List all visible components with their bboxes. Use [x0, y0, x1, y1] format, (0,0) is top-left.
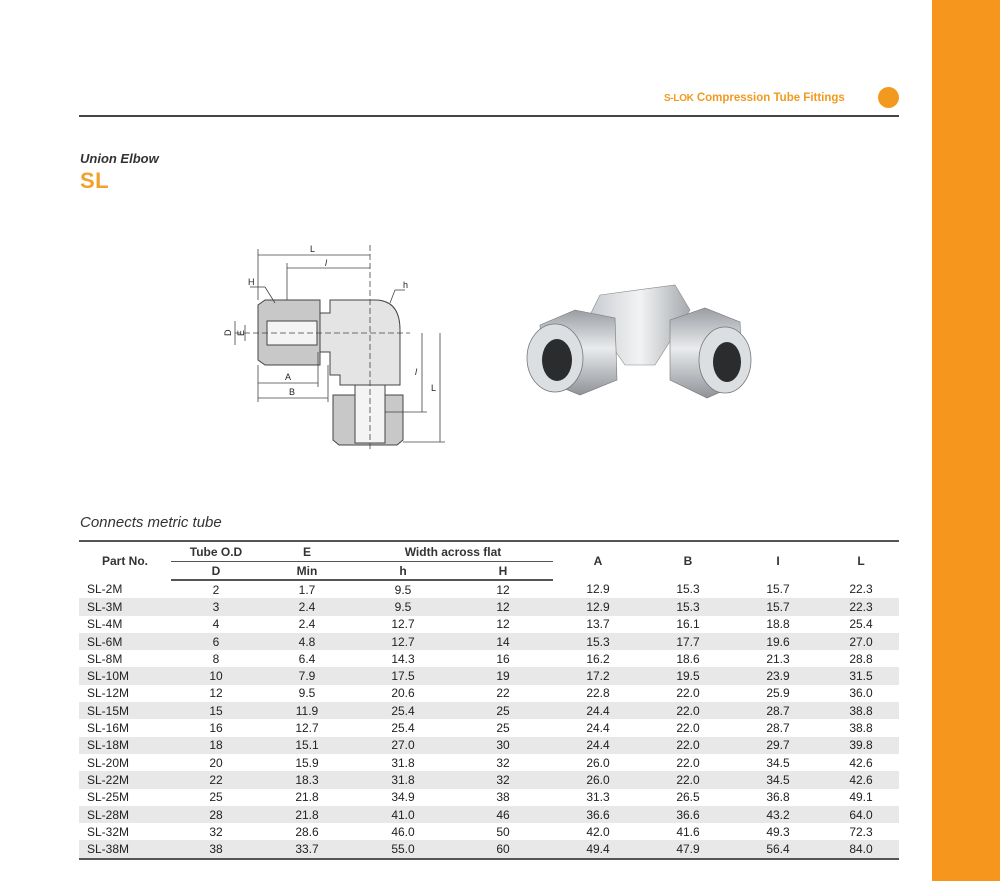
value-cell: 26.0 — [586, 755, 610, 770]
value-cell: 6 — [171, 633, 261, 650]
brand-name: S-LOK — [664, 93, 694, 104]
value-cell: 7.9 — [261, 667, 353, 684]
table-row — [79, 789, 899, 806]
product-code: SL — [80, 168, 110, 193]
value-cell: 22.3 — [823, 598, 899, 615]
value-cell: 38.8 — [823, 702, 899, 719]
value-cell: 17.7 — [643, 633, 733, 650]
table-row — [79, 823, 899, 840]
value-cell: 15.3 — [553, 633, 643, 650]
value-cell: 18.6 — [676, 651, 700, 666]
catalog-section-title — [664, 92, 845, 104]
value-cell: 21.8 — [261, 806, 353, 823]
table-row — [79, 685, 899, 702]
value-cell: 2.4 — [261, 598, 353, 615]
section-name: Compression Tube Fittings — [696, 92, 845, 104]
part-number-cell: SL-2M — [87, 582, 123, 597]
value-cell: 38 — [496, 790, 510, 805]
part-number-cell: SL-20M — [87, 755, 130, 770]
header-width-across-flat: Width across flat — [353, 541, 553, 562]
table-row — [79, 650, 899, 667]
value-cell: 25 — [453, 702, 553, 719]
value-cell: 16.2 — [586, 651, 610, 666]
value-cell: 28 — [171, 806, 261, 823]
value-cell: 13.7 — [586, 617, 610, 632]
value-cell: 9.5 — [353, 598, 453, 615]
value-cell: 17.2 — [553, 667, 643, 684]
value-cell: 2 — [212, 582, 220, 597]
value-cell: 72.3 — [849, 824, 873, 839]
value-cell: 15.3 — [643, 598, 733, 615]
value-cell: 31.8 — [353, 771, 453, 788]
value-cell: 15.1 — [261, 737, 353, 754]
header-min: Min — [261, 562, 353, 581]
label-D: D — [223, 329, 233, 336]
value-cell: 25.4 — [353, 702, 453, 719]
value-cell: 41.0 — [353, 806, 453, 823]
value-cell: 16.1 — [676, 617, 700, 632]
value-cell: 36.0 — [849, 686, 873, 701]
value-cell: 19.5 — [643, 667, 733, 684]
label-E: E — [236, 329, 246, 336]
value-cell: 12.7 — [391, 617, 415, 632]
orange-side-bar — [932, 0, 1000, 881]
value-cell: 3 — [171, 598, 261, 615]
value-cell: 14.3 — [391, 651, 415, 666]
value-cell: 32 — [209, 824, 223, 839]
part-number-cell: SL-18M — [79, 737, 171, 754]
value-cell: 25 — [496, 721, 510, 736]
value-cell: 34.5 — [766, 755, 790, 770]
value-cell: 21.3 — [766, 651, 790, 666]
value-cell: 49.1 — [849, 790, 873, 805]
table-row — [79, 598, 899, 615]
value-cell: 32 — [453, 771, 553, 788]
part-number-cell: SL-32M — [87, 824, 130, 839]
value-cell: 28.6 — [295, 824, 319, 839]
value-cell: 22.0 — [676, 721, 700, 736]
value-cell: 14 — [453, 633, 553, 650]
header-tube-od: Tube O.D — [171, 541, 261, 562]
value-cell: 22.0 — [676, 755, 700, 770]
table-row — [79, 806, 899, 823]
part-number-cell: SL-25M — [87, 790, 130, 805]
part-number-cell: SL-6M — [79, 633, 171, 650]
table-row — [79, 719, 899, 736]
table-row — [79, 771, 899, 788]
header-i: I — [733, 541, 823, 580]
part-number-cell: SL-38M — [79, 840, 171, 858]
value-cell: 42.6 — [823, 771, 899, 788]
value-cell: 12.7 — [295, 721, 319, 736]
part-number-cell: SL-16M — [87, 721, 130, 736]
value-cell: 19 — [453, 667, 553, 684]
value-cell: 4.8 — [261, 633, 353, 650]
header-d: D — [171, 562, 261, 581]
elbow-body-shape — [320, 300, 400, 395]
header-e: E — [261, 541, 353, 562]
value-cell: 15.9 — [295, 755, 319, 770]
value-cell: 47.9 — [643, 840, 733, 858]
value-cell: 16 — [209, 721, 223, 736]
value-cell: 17.5 — [353, 667, 453, 684]
value-cell: 24.4 — [553, 702, 643, 719]
value-cell: 22.0 — [643, 702, 733, 719]
table-row — [79, 633, 899, 650]
product-subtitle: Union Elbow — [80, 151, 159, 166]
value-cell: 10 — [171, 667, 261, 684]
value-cell: 23.9 — [733, 667, 823, 684]
table-row — [79, 840, 899, 858]
value-cell: 18.3 — [261, 771, 353, 788]
value-cell: 9.5 — [298, 686, 316, 701]
table-row — [79, 702, 899, 719]
value-cell: 36.6 — [643, 806, 733, 823]
value-cell: 25.4 — [391, 721, 415, 736]
value-cell: 12 — [209, 686, 223, 701]
value-cell: 46 — [453, 806, 553, 823]
value-cell: 39.8 — [823, 737, 899, 754]
value-cell: 41.6 — [676, 824, 700, 839]
value-cell: 38 — [171, 840, 261, 858]
part-number-cell: SL-8M — [87, 651, 123, 666]
header-divider — [79, 115, 899, 117]
value-cell: 30 — [453, 737, 553, 754]
value-cell: 12 — [496, 617, 510, 632]
table-row — [79, 754, 899, 771]
value-cell: 21.8 — [295, 790, 319, 805]
value-cell: 9.5 — [394, 582, 412, 597]
value-cell: 18.8 — [766, 617, 790, 632]
value-cell: 33.7 — [261, 840, 353, 858]
value-cell: 22.0 — [643, 737, 733, 754]
value-cell: 22.0 — [676, 686, 700, 701]
value-cell: 15.7 — [766, 582, 790, 597]
value-cell: 46.0 — [391, 824, 415, 839]
value-cell: 36.6 — [553, 806, 643, 823]
value-cell: 55.0 — [353, 840, 453, 858]
value-cell: 22.8 — [586, 686, 610, 701]
value-cell: 64.0 — [823, 806, 899, 823]
value-cell: 28.7 — [733, 702, 823, 719]
value-cell: 4 — [212, 617, 220, 632]
value-cell: 12 — [453, 598, 553, 615]
dimension-diagram — [215, 235, 455, 450]
value-cell: 2.4 — [298, 617, 316, 632]
value-cell: 38.8 — [849, 721, 873, 736]
value-cell: 12.7 — [353, 633, 453, 650]
label-L-side: L — [431, 383, 437, 393]
value-cell: 31.3 — [586, 790, 610, 805]
value-cell: 27.0 — [353, 737, 453, 754]
value-cell: 22 — [171, 771, 261, 788]
value-cell: 20 — [209, 755, 223, 770]
value-cell: 28.7 — [766, 721, 790, 736]
product-photo — [515, 270, 765, 420]
value-cell: 27.0 — [823, 633, 899, 650]
header-waf-H: H — [453, 562, 553, 581]
value-cell: 42.0 — [586, 824, 610, 839]
dimensions-table — [79, 540, 899, 860]
value-cell: 24.4 — [553, 737, 643, 754]
value-cell: 49.3 — [766, 824, 790, 839]
label-l-top: l — [325, 258, 327, 268]
value-cell: 15.3 — [676, 582, 700, 597]
value-cell: 20.6 — [391, 686, 415, 701]
header-waf-h: h — [353, 562, 453, 581]
orange-dot-icon — [878, 87, 899, 108]
value-cell: 84.0 — [823, 840, 899, 858]
part-number-cell: SL-12M — [87, 686, 130, 701]
value-cell: 24.4 — [586, 721, 610, 736]
table-row — [79, 667, 899, 684]
table-row — [79, 580, 899, 598]
value-cell: 12.9 — [553, 598, 643, 615]
part-number-cell: SL-10M — [79, 667, 171, 684]
label-l-side: l — [415, 367, 417, 377]
value-cell: 19.6 — [733, 633, 823, 650]
value-cell: 26.0 — [553, 771, 643, 788]
value-cell: 1.7 — [298, 582, 316, 597]
label-h: h — [403, 280, 409, 290]
label-L-top: L — [310, 244, 316, 254]
value-cell: 29.7 — [733, 737, 823, 754]
value-cell: 26.5 — [676, 790, 700, 805]
value-cell: 15.7 — [733, 598, 823, 615]
table-row — [79, 737, 899, 754]
value-cell: 60 — [453, 840, 553, 858]
header-b: B — [643, 541, 733, 580]
value-cell: 16 — [496, 651, 510, 666]
value-cell: 43.2 — [733, 806, 823, 823]
value-cell: 6.4 — [298, 651, 316, 666]
value-cell: 25.9 — [766, 686, 790, 701]
value-cell: 36.8 — [766, 790, 790, 805]
value-cell: 50 — [496, 824, 510, 839]
label-A: A — [285, 372, 292, 382]
label-B: B — [289, 387, 296, 397]
value-cell: 34.9 — [391, 790, 415, 805]
table-row — [79, 616, 899, 633]
value-cell: 49.4 — [553, 840, 643, 858]
value-cell: 11.9 — [261, 702, 353, 719]
part-number-cell: SL-28M — [79, 806, 171, 823]
value-cell: 25 — [209, 790, 223, 805]
header-a: A — [553, 541, 643, 580]
value-cell: 22.0 — [643, 771, 733, 788]
value-cell: 25.4 — [849, 617, 873, 632]
value-cell: 8 — [212, 651, 220, 666]
part-number-cell: SL-4M — [87, 617, 123, 632]
value-cell: 12 — [496, 582, 510, 597]
value-cell: 22 — [496, 686, 510, 701]
header-part-no: Part No. — [79, 541, 171, 580]
value-cell: 22.3 — [849, 582, 873, 597]
value-cell: 12.9 — [586, 582, 610, 597]
value-cell: 32 — [496, 755, 510, 770]
part-number-cell: SL-15M — [79, 702, 171, 719]
value-cell: 56.4 — [733, 840, 823, 858]
label-H: H — [248, 277, 255, 287]
part-number-cell: SL-3M — [79, 598, 171, 615]
value-cell: 31.8 — [391, 755, 415, 770]
part-number-cell: SL-22M — [79, 771, 171, 788]
header-l: L — [823, 541, 899, 580]
value-cell: 18 — [171, 737, 261, 754]
value-cell: 28.8 — [849, 651, 873, 666]
table-caption: Connects metric tube — [80, 514, 222, 531]
value-cell: 15 — [171, 702, 261, 719]
value-cell: 34.5 — [733, 771, 823, 788]
value-cell: 31.5 — [823, 667, 899, 684]
value-cell: 42.6 — [849, 755, 873, 770]
